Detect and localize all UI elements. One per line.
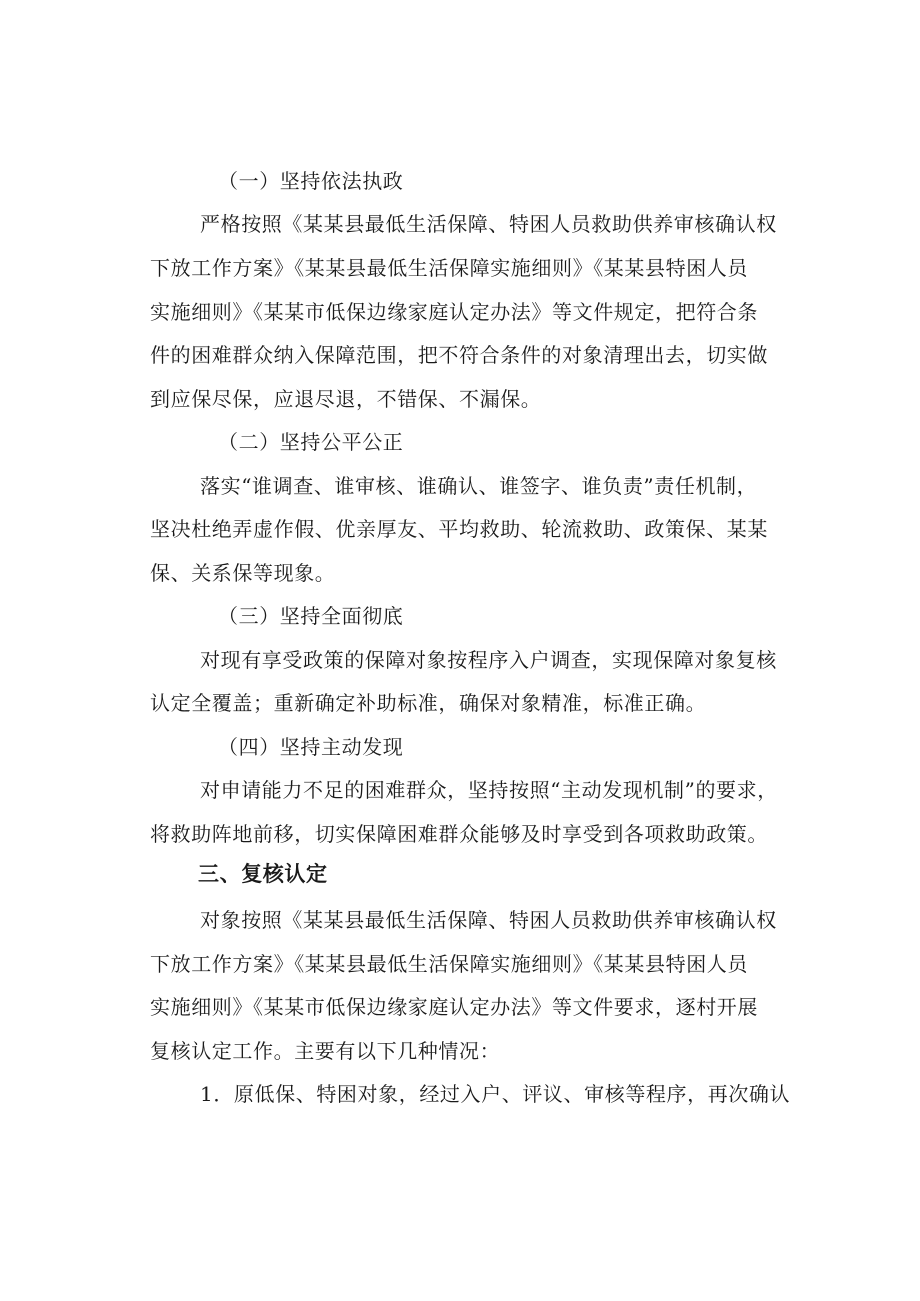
subheading-1: （一）坚持依法执政 bbox=[218, 169, 404, 193]
section-heading: 三、复核认定 bbox=[198, 862, 328, 886]
paragraph-line: 实施细则》《某某市低保边缘家庭认定办法》等文件规定，把符合条 bbox=[150, 300, 758, 324]
paragraph-line: 认定全覆盖；重新确定补助标准，确保对象精准，标准正确。 bbox=[150, 691, 707, 715]
paragraph-line: 对象按照《某某县最低生活保障、特困人员救助供养审核确认权 bbox=[200, 908, 777, 932]
paragraph-line: 对现有享受政策的保障对象按程序入户调查，实现保障对象复核 bbox=[200, 648, 777, 672]
paragraph-line: 实施细则》《某某市低保边缘家庭认定办法》等文件要求，逐村开展 bbox=[150, 995, 758, 1019]
paragraph-line: 落实“谁调查、谁审核、谁确认、谁签字、谁负责”责任机制， bbox=[200, 474, 758, 498]
subheading-4: （四）坚持主动发现 bbox=[218, 735, 404, 759]
paragraph-line: 保、关系保等现象。 bbox=[150, 561, 336, 585]
subheading-3: （三）坚持全面彻底 bbox=[218, 604, 404, 628]
paragraph-line: 复核认定工作。主要有以下几种情况： bbox=[150, 1039, 501, 1063]
paragraph-line: 下放工作方案》《某某县最低生活保障实施细则》《某某县特困人员 bbox=[150, 952, 748, 976]
list-item-1: 1．原低保、特困对象，经过入户、评议、审核等程序，再次确认 bbox=[200, 1082, 791, 1106]
subheading-2: （二）坚持公平公正 bbox=[218, 430, 404, 454]
paragraph-line: 到应保尽保，应退尽退，不错保、不漏保。 bbox=[150, 387, 542, 411]
paragraph-line: 坚决杜绝弄虚作假、优亲厚友、平均救助、轮流救助、政策保、某某 bbox=[150, 517, 768, 541]
paragraph-line: 件的困难群众纳入保障范围，把不符合条件的对象清理出去，切实做 bbox=[150, 343, 768, 367]
paragraph-line: 下放工作方案》《某某县最低生活保障实施细则》《某某县特困人员 bbox=[150, 256, 748, 280]
paragraph-line: 对申请能力不足的困难群众，坚持按照“主动发现机制”的要求， bbox=[200, 778, 778, 802]
paragraph-line: 将救助阵地前移，切实保障困难群众能够及时享受到各项救助政策。 bbox=[150, 822, 768, 846]
paragraph-line: 严格按照《某某县最低生活保障、特困人员救助供养审核确认权 bbox=[200, 212, 777, 236]
